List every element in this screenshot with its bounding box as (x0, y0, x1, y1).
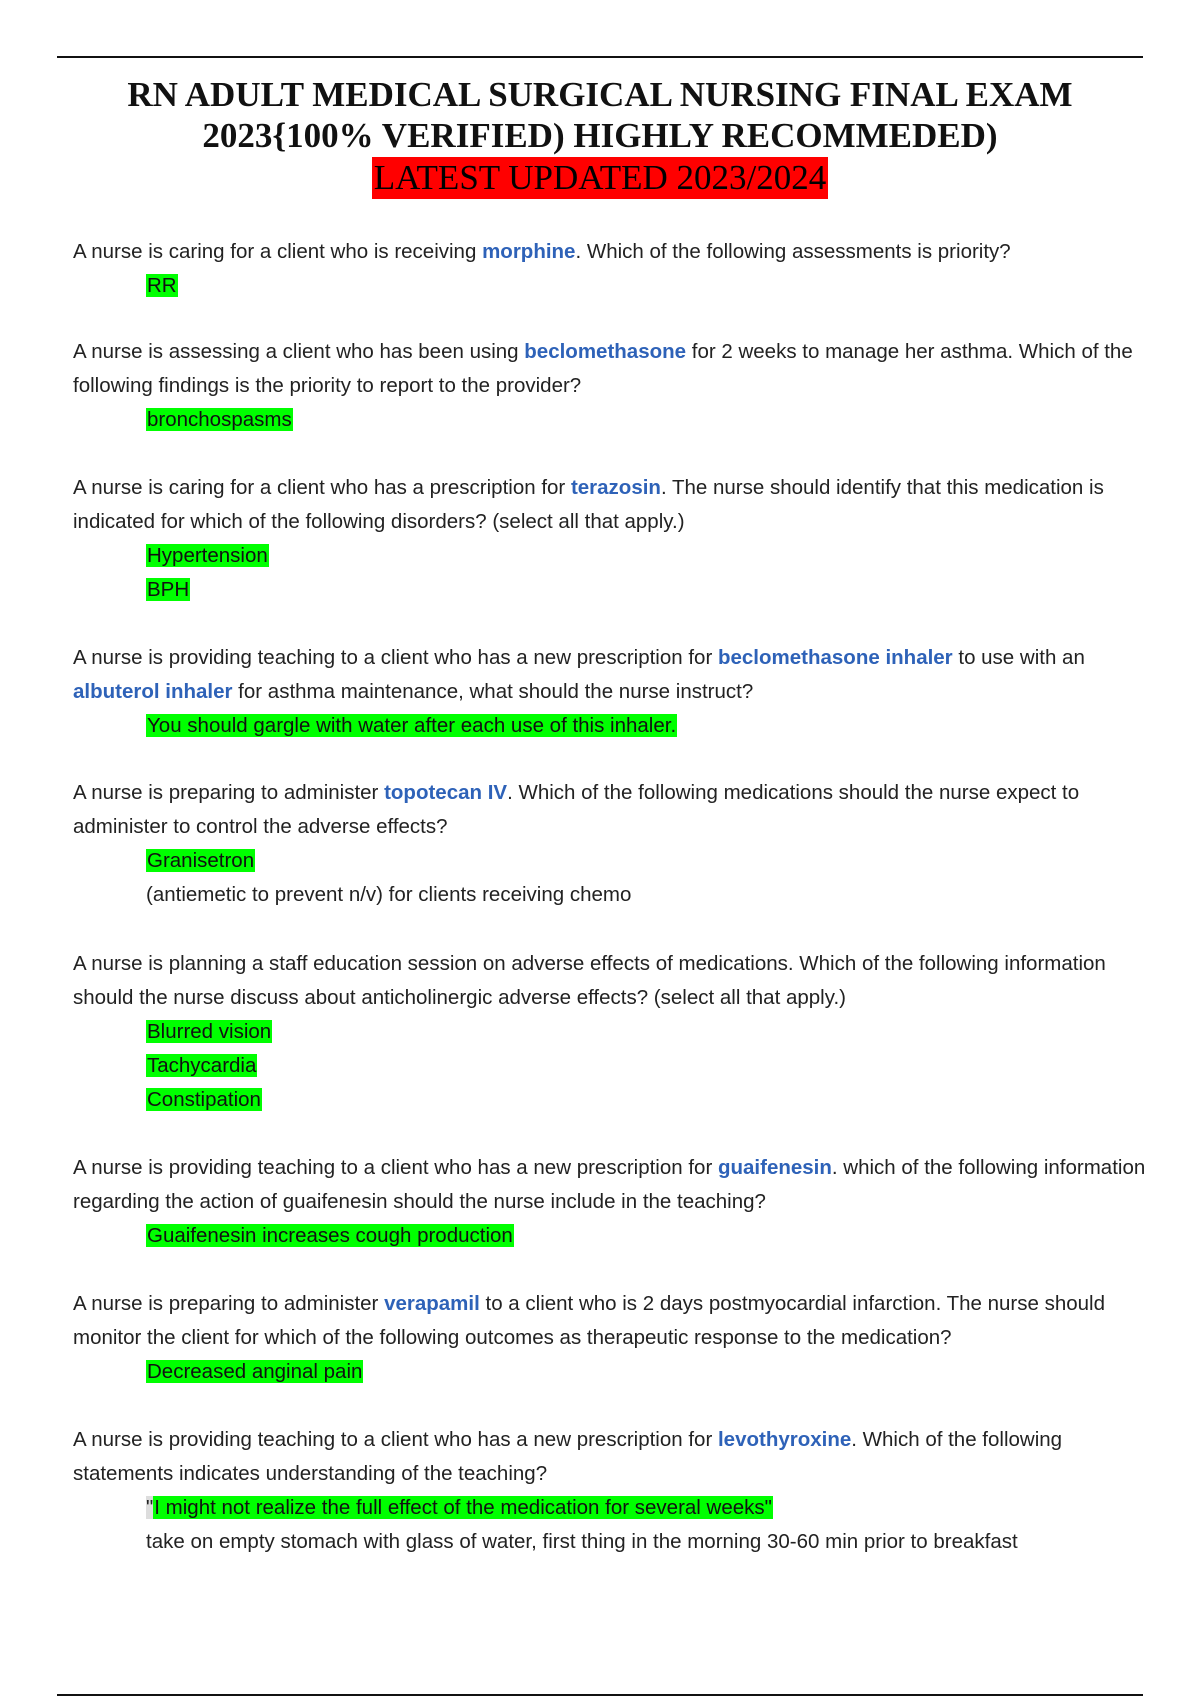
drug-name: morphine (482, 240, 576, 263)
drug-name: topotecan IV (384, 781, 508, 804)
answer-highlight: Hypertension (147, 544, 268, 567)
question-block-6 (73, 947, 1163, 1117)
answer-highlight: You should gargle with water after each use of this inhaler. (147, 714, 677, 737)
document-title (60, 74, 1140, 199)
question-block-4 (73, 641, 1163, 743)
answer-highlight: RR (147, 274, 177, 297)
question-text: A nurse is providing teaching to a client who has a new prescription for beclomethasone inhaler to use with an albuterol inhaler for asthma maintenance, what should the nurse instruct? (73, 646, 1085, 703)
drug-name: levothyroxine (717, 1428, 852, 1451)
bottom-rule (57, 1694, 1143, 1696)
answer-highlight: Constipation (147, 1088, 261, 1111)
answer-note: take on empty stomach with glass of water, first thing in the morning 30-60 min prior to breakfast (146, 1530, 1018, 1553)
question-text: A nurse is preparing to administer topotecan IV. Which of the following medications should the nurse expect to administer to control the adverse effects? (73, 781, 1080, 838)
question-block-3 (73, 471, 1163, 607)
drug-name: terazosin (570, 476, 661, 499)
question-text: A nurse is providing teaching to a client who has a new prescription for guaifenesin. which of the following information regarding the action of guaifenesin should the nurse include in the teaching? (73, 1156, 1146, 1213)
title-line-2: 2023{100% VERIFIED) HIGHLY RECOMMEDED) (202, 116, 998, 155)
question-text: A nurse is providing teaching to a client who has a new prescription for levothyroxine. Which of the following statements indicates understanding of the teaching? (73, 1428, 1063, 1485)
question-text: A nurse is assessing a client who has been using beclomethasone for 2 weeks to manage her asthma. Which of the following findings is the priority to report to the provider? (73, 340, 1133, 397)
question-block-9 (73, 1423, 1163, 1559)
top-rule (57, 56, 1143, 58)
quote-mark: " (146, 1496, 154, 1519)
question-text: A nurse is caring for a client who is receiving morphine. Which of the following assessments is priority? (73, 240, 1011, 263)
question-block-2 (73, 335, 1163, 437)
answer-highlight: Granisetron (147, 849, 255, 872)
answer-highlight: BPH (147, 578, 190, 601)
question-text: A nurse is planning a staff education session on adverse effects of medications. Which of the following information should the nurse discuss about anticholinergic adverse effects? (select all that apply.) (73, 952, 1106, 1009)
question-block-5 (73, 776, 1163, 912)
answer-highlight: Tachycardia (147, 1054, 257, 1077)
answer-highlight: bronchospasms (147, 408, 292, 431)
answer-note: (antiemetic to prevent n/v) for clients receiving chemo (146, 883, 632, 906)
drug-name: beclomethasone (524, 340, 687, 363)
answer-highlight: Blurred vision (147, 1020, 272, 1043)
drug-name: verapamil (384, 1292, 480, 1315)
answer-highlight: I might not realize the full effect of the medication for several weeks" (154, 1496, 772, 1519)
question-block-1 (73, 235, 1163, 303)
drug-name-2: albuterol inhaler (73, 680, 233, 703)
question-block-8 (73, 1287, 1163, 1389)
question-text: A nurse is caring for a client who has a prescription for terazosin. The nurse should identify that this medication is indicated for which of the following disorders? (select all that apply.) (73, 476, 1104, 533)
drug-name: beclomethasone inhaler (717, 646, 953, 669)
drug-name: guaifenesin (717, 1156, 832, 1179)
question-text: A nurse is preparing to administer verapamil to a client who is 2 days postmyocardial infarction. The nurse should monitor the client for which of the following outcomes as therapeutic response to the medication? (73, 1292, 1106, 1349)
title-line-1: RN ADULT MEDICAL SURGICAL NURSING FINAL EXAM (127, 75, 1073, 114)
question-block-7 (73, 1151, 1163, 1253)
latest-updated-banner: LATEST UPDATED 2023/2024 (373, 158, 827, 197)
answer-highlight: Guaifenesin increases cough production (147, 1224, 513, 1247)
answer-highlight: Decreased anginal pain (147, 1360, 363, 1383)
